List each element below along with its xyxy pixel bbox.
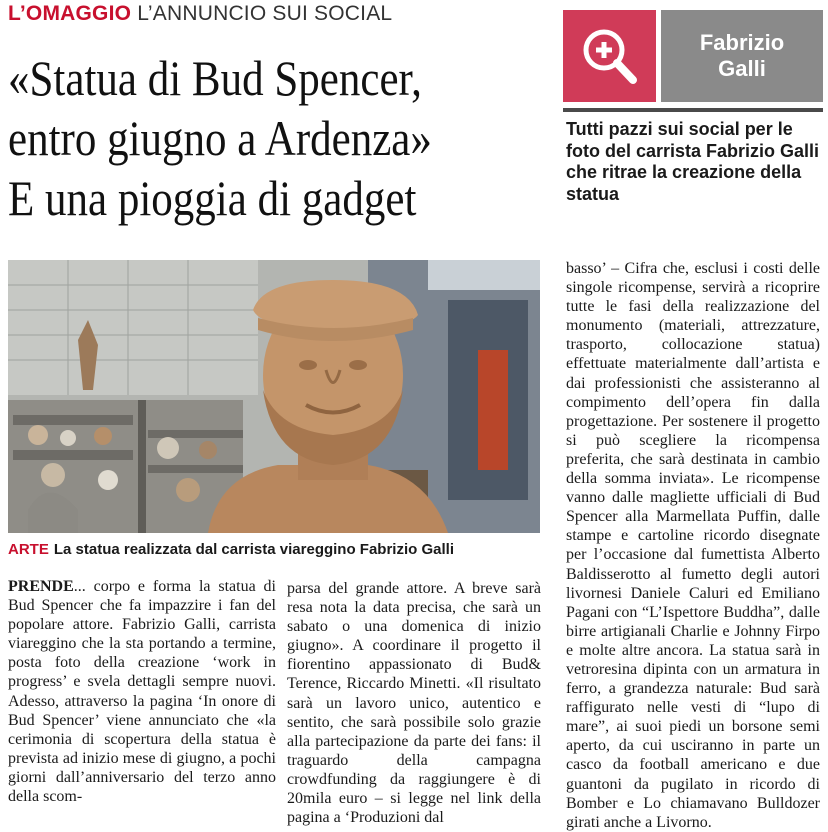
headline-line-2: entro giugno a Ardenza» [8, 110, 432, 166]
photo-caption [8, 541, 548, 558]
article-column-1-text: ... corpo e forma la statua di Bud Spencer che fa impazzire i fan del popolare attore. Fabrizio Galli, carrista viareggino che la sta portando a termine, posta foto della creazione ‘work in progress’ e svela dettagli sempre nuovi. Adesso, attraverso la pagina ‘In onore di Bud Spencer’ viene annunciato che «la cerimonia di scopertura della statua è prevista ad inizio mese di giugno, a pochi giorni dall’anniversario del terzo anno della scom- [8, 578, 276, 806]
sidebar-header [563, 10, 823, 102]
sidebar-name-last: Galli [718, 56, 766, 81]
sidebar-name [661, 10, 823, 102]
headline-line-1: «Statua di Bud Spencer, [8, 50, 422, 106]
kicker [8, 2, 392, 26]
sidebar-name-first: Fabrizio [699, 30, 785, 55]
statue-photo [8, 260, 540, 533]
sidebar-divider [563, 108, 823, 112]
article-lead: PRENDE [8, 578, 74, 595]
article-column-3: basso’ – Cifra che, esclusi i costi delle singole ricompense, servirà a ricoprire tutte le fasi della realizzazione del monumento (materiali, attrezzature, trasporto, collocazione statua) effettuate materialmente dall’artista e dai professionisti che assisteranno al compimento dell’opera fin dalla progettazione. Per sostenere il progetto si può scegliere la ricompensa preferita, che sarà destinata in cambio della somma inviata». Le ricompense vanno dalle magliette ufficiali di Bud Spencer alla Marmellata Puffin, dalle stampe e cartoline ricordo disegnate per l’occasione dal fumettista Alberto Baldisserotto al fumetto degli autori livornesi Daniele Caluri ed Emiliano Pagani con “L’Ispettore Buddha”, dalle birre artigianali Charlie e Johnny Firpo e molte altre ancora. La statua sarà in vetroresina dipinta con un armatura in ferro, a grandezza naturale: Bud sarà raffigurato nelle vesti di “lupo di mare”, ai suoi piedi un borsone semi aperto, da cui usciranno in parte un casco da football americano e due guantoni da pugilato in ricordo di Bomber e Lo chiamavano Bulldozer girati anche a Livorno. [566, 260, 820, 831]
zoom-button[interactable] [563, 10, 656, 102]
article-column-1 [8, 577, 276, 806]
sculpture-photo [8, 260, 540, 533]
caption-label: ARTE [8, 541, 49, 558]
article-column-2: parsa del grande attore. A breve sarà resa nota la data precisa, che sarà un sabato o una domenica di inizio giugno». A coordinare il progetto il fiorentino appassionato di Bud& Terence, Riccardo Minetti. «Il risultato sarà un lavoro unico, autentico e sentito, che sarà possibile solo grazie alla partecipazione da parte dei fans: il traguardo della campagna crowdfunding da raggiungere è di 20mila euro – si legge nel link della pagina a ‘Produzioni dal [287, 580, 541, 827]
caption-text: La statua realizzata dal carrista viareggino Fabrizio Galli [53, 541, 454, 558]
kicker-label: L’OMAGGIO [8, 2, 132, 25]
headline [8, 48, 477, 228]
kicker-topic: L’ANNUNCIO SUI SOCIAL [137, 2, 393, 25]
zoom-in-icon [563, 10, 656, 102]
headline-line-3: E una pioggia di gadget [8, 170, 417, 226]
sidebar-text: Tutti pazzi sui social per le foto del carrista Fabrizio Galli che ritrae la creazione della statua [566, 119, 820, 204]
